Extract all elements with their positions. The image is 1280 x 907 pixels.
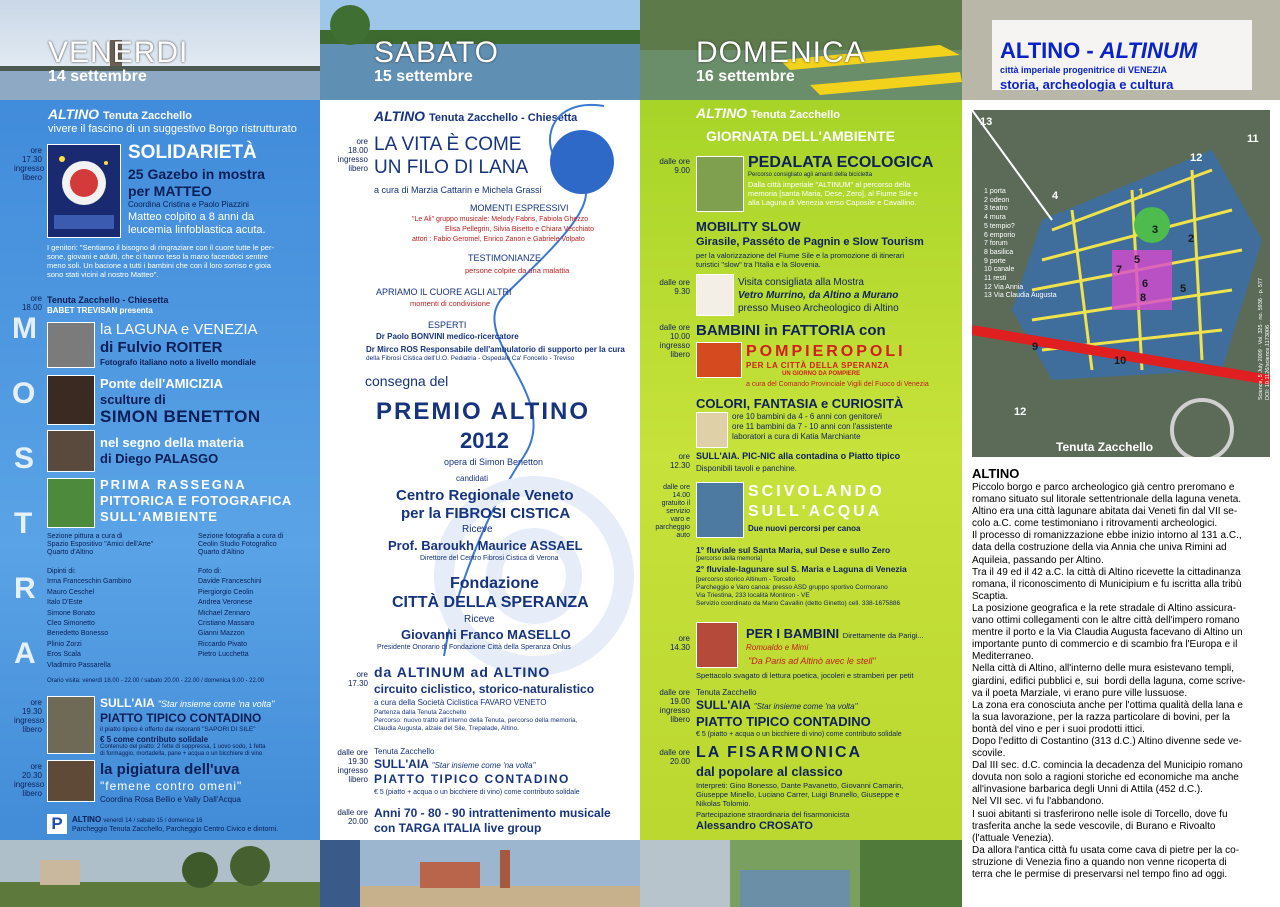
sculture-di: sculture di xyxy=(100,392,166,407)
map-num: 9 xyxy=(1032,341,1039,353)
wool-thread-graphic xyxy=(424,96,634,756)
column-domenica xyxy=(640,0,962,907)
piatto-tipico: PIATTO TIPICO CONTADINO xyxy=(100,711,262,725)
bonvini: Dr Paolo BONVINI medico-ricercatore xyxy=(376,332,519,341)
altino-sub-2: storia, archeologia e cultura xyxy=(1000,77,1174,92)
solidarieta-title: SOLIDARIETÀ xyxy=(128,142,257,163)
crv-2: per la FIBROSI CISTICA xyxy=(401,505,571,522)
momenti-title: MOMENTI ESPRESSIVI xyxy=(470,203,569,213)
altino-heading: ALTINO xyxy=(972,466,1020,481)
romualdo: Romualdo e Mimi xyxy=(746,643,809,652)
time-1930: dalle ore 19.30 ingresso libero xyxy=(337,748,368,784)
crosato: Alessandro CROSATO xyxy=(696,820,813,832)
rassegna-photo xyxy=(47,478,95,528)
apriamo-title: APRIAMO IL CUORE AGLI ALTRI xyxy=(376,287,512,297)
pigiatura-coord: Coordina Rosa Bellio e Vally Dall'Acqua xyxy=(100,795,242,804)
aia-venue: Tenuta Zacchello xyxy=(374,747,435,756)
riceve-2: Riceve xyxy=(464,614,495,625)
venue-title: ALTINO Tenuta Zacchello xyxy=(696,105,841,121)
day-header xyxy=(48,38,188,86)
parking-desc: Parcheggio Tenuta Zacchello, Parcheggio Centro Civico e dintorni. xyxy=(72,826,279,833)
parking-title: ALTINO venerdì 14 / sabato 15 / domenica 16 xyxy=(72,815,203,824)
map-num: 12 xyxy=(1014,406,1027,418)
time-1400: dalle ore 14.00 gratuito il servizio varo e parcheggio auto xyxy=(655,484,690,539)
palasgo-photo xyxy=(47,430,95,472)
pigiatura-photo xyxy=(47,760,95,802)
segno-title: nel segno della materia xyxy=(100,435,244,450)
testimonianze-title: TESTIMONIANZE xyxy=(468,253,542,263)
vetro-murrino-photo xyxy=(696,274,734,316)
canoa-sub: Due nuovi percorsi per canoa xyxy=(748,524,861,533)
fisarmonica-title: LA FISARMONICA xyxy=(696,744,863,761)
map-credit: Science, 5 July 2009 · Vol. 325 · no. 5936 · p. 577 DOI: 10.1126/science.1173006 sciencemag.org/cgi/content/full/325/5936/577 xyxy=(1258,278,1278,400)
visita-2: Vetro Murrino, da Altino a Murano xyxy=(738,290,899,301)
mobility-title: MOBILITY SLOW xyxy=(696,219,801,234)
day-name: DOMENICA xyxy=(696,36,866,69)
footer-photo-church xyxy=(320,840,640,907)
candidati: candidati xyxy=(456,474,489,483)
pompieropoli-day: UN GIORNO DA POMPIERE xyxy=(782,371,861,377)
time-1930: ore 19.30 ingresso libero xyxy=(14,698,45,734)
altino-title: ALTINO - ALTINUM xyxy=(1000,38,1198,63)
altinum-percorso: Partenza dalla Tenuta Zacchello Percorso: nuovo tratto all'interno della Tenuta, percorso della memoria, Claudia Augusta, alzaie del Sile, Trepalade, Altino. xyxy=(374,709,578,732)
assael-role: Direttore del Centro Fibrosi Cistica di Verona xyxy=(420,555,559,562)
day-name: SABATO xyxy=(374,36,499,69)
premio-anno: 2012 xyxy=(460,428,509,453)
map-num: 1 xyxy=(1138,187,1145,199)
sull-acqua: SULL'ACQUA xyxy=(748,503,883,520)
pedalata-sub: Percorso consigliato agli amanti della bicicletta xyxy=(748,172,873,178)
per-bambini: PER I BAMBINI Direttamente da Parigi... xyxy=(746,626,924,641)
time-2000: dalle ore 20.00 xyxy=(337,808,368,826)
day-date: 14 settembre xyxy=(48,68,147,85)
column-altino xyxy=(962,0,1280,907)
vita-cura: a cura di Marzia Cattarin e Michela Grassi xyxy=(374,185,542,195)
map-num: 2 xyxy=(1188,233,1195,245)
opera-di: opera di Simon Benetton xyxy=(444,457,544,467)
aia-prezzo: € 5 come contributo solidale xyxy=(100,735,209,744)
mostra-letter: R xyxy=(14,572,36,605)
spettacolo: Spettacolo svagato di lettura poetica, jocoleri e stramberi per petit xyxy=(696,671,914,680)
ros: Dr Mirco ROS Responsabile dell'ambulatorio di supporto per la cura xyxy=(366,345,625,354)
aia-venue: Tenuta Zacchello xyxy=(696,688,757,697)
colori-desc: ore 10 bambini da 4 - 6 anni con genitore/i ore 11 bambini da 7 - 10 anni con l'assistente laboratori a cura di Katia Marchiante xyxy=(732,412,893,441)
time-1730: ore 17.30 xyxy=(347,670,368,688)
roiter-photo xyxy=(47,322,95,368)
sezione-foto: Sezione fotografia a cura di Ceolin Studio Fotografico Quarto d'Altino xyxy=(198,533,284,556)
gazebo-line: 25 Gazebo in mostra xyxy=(128,166,265,182)
pedalata-desc: Dalla città imperiale "ALTINUM" al percorso della memoria [santa Maria, Dese, Zero], al Fiume Sile e alla Laguna di Venezia verso Caposile e Cavallino. xyxy=(748,180,918,207)
masello-role: Presidente Onorario di Fondazione Città della Speranza Onlus xyxy=(377,644,571,651)
time-1800: ore 18.00 ingresso libero xyxy=(337,137,368,173)
scivolando: SCIVOLANDO xyxy=(748,483,885,500)
pigiatura-title: la pigiatura dell'uva xyxy=(100,761,240,778)
aia-title: SULL'AIA "Star insieme come 'na volta" xyxy=(374,757,536,771)
parking-icon: P xyxy=(47,814,67,834)
crv-1: Centro Regionale Veneto xyxy=(396,487,574,504)
day-date: 16 settembre xyxy=(696,68,795,85)
benetton-name: SIMON BENETTON xyxy=(100,407,261,426)
pompieropoli-title: POMPIEROPOLI xyxy=(746,343,906,360)
roiter-desc: Fotografo italiano noto a livello mondiale xyxy=(100,358,257,367)
colori-photo xyxy=(696,412,728,448)
ros-2: della Fibrosi Cistica dell'U.O. Pediatria - Ospedale Ca' Foncello - Treviso xyxy=(366,355,575,362)
le-ali-1: "Le Ali" gruppo musicale: Melody Fabris, Fabiola Ghezzo xyxy=(412,216,589,223)
fluviale-2: 2° fluviale-lagunare sul S. Maria e Laguna di Venezia xyxy=(696,564,907,574)
aia-offerto: il piatto tipico è offerto dai ristoranti "SAPORI DI SILE" xyxy=(100,726,256,733)
aia-prezzo: € 5 (piatto + acqua o un bicchiere di vino) come contributo solidale xyxy=(696,731,902,738)
le-ali-2: Elisa Pellegrin, Silvia Bisetto e Chiara Vecchiato xyxy=(445,226,595,233)
time-930: dalle ore 9.30 xyxy=(659,278,690,296)
map-legend: 1 porta 2 odeon 3 teatro 4 mura 5 tempio? 6 emporio 7 forum 8 basilica 9 porte 10 canale 11 resti 12 Via Annia 13 Via Claudia Augusta xyxy=(984,188,1057,300)
benetton-photo xyxy=(47,375,95,425)
sezione-pittura: Sezione pittura a cura di Spazio Espositivo "Amici dell'Arte" Quarto d'Altino xyxy=(47,533,154,556)
fisarmonica-interpreti: Interpreti: Gino Bonesso, Dante Pavanetto, Giovanni Camarin, Giuseppe Minello, Luciano Carrer, Luigi Brunello, Giuseppe e Nikolas Tolomio. xyxy=(696,781,904,808)
fluviale-1-note: [percorso della memoria] xyxy=(696,556,763,562)
pittorica: PITTORICA E FOTOGRAFICA xyxy=(100,493,292,508)
per-matteo: per MATTEO xyxy=(128,183,212,199)
aia-contenuto: Contenuto del piatto: 2 fette di soppressa, 1 uovo sodo, 1 fetta di formaggio, mortadella, pane + acqua o un bicchiere di vino xyxy=(100,744,266,757)
time-1000: dalle ore 10.00 ingresso libero xyxy=(659,323,690,359)
time-1800: ore 18.00 xyxy=(21,294,42,312)
map-num: 7 xyxy=(1116,264,1123,276)
venue-title: ALTINO Tenuta Zacchello - Chiesetta xyxy=(374,108,578,124)
bambini-photo xyxy=(696,622,738,668)
assael: Prof. Baroukh Maurice ASSAEL xyxy=(388,538,583,553)
mostra-letter: A xyxy=(14,637,36,670)
map-num: 6 xyxy=(1142,278,1149,290)
pedalata-title: PEDALATA ECOLOGICA xyxy=(748,154,934,171)
babet-line: BABET TREVISAN presenta xyxy=(47,306,153,315)
pompieropoli-sub: PER LA CITTÀ DELLA SPERANZA xyxy=(746,361,890,370)
roiter-name: di Fulvio ROITER xyxy=(100,339,223,356)
mostra-letter: O xyxy=(12,377,36,410)
aia-prezzo: € 5 (piatto + acqua o un bicchiere di vino) come contributo solidale xyxy=(374,789,580,796)
time-1230: ore 12.30 xyxy=(669,452,690,470)
fluviale-1: 1° fluviale sul Santa Maria, sul Dese e sullo Zero xyxy=(696,545,891,555)
altinum-title: da ALTINUM ad ALTINO xyxy=(374,664,551,680)
map-num: 5 xyxy=(1134,254,1141,266)
mobility-sub: Girasile, Passéto de Pagnin e Slow Tourism xyxy=(696,236,924,248)
fisarmonica-partecipazione: Partecipazione straordinaria del fisarmonicista xyxy=(696,810,850,819)
visita-3: presso Museo Archeologico di Altino xyxy=(738,303,899,314)
map-num: 5 xyxy=(1180,283,1187,295)
venue-title: ALTINO Tenuta Zacchello xyxy=(48,106,193,122)
pompieropoli-cura: a cura del Comando Provinciale Vigili del Fuoco di Venezia xyxy=(746,381,929,388)
piatto-tipico: PIATTO TIPICO CONTADINO xyxy=(696,714,871,729)
laguna-title: la LAGUNA e VENEZIA xyxy=(100,321,258,338)
fisarmonica-sub: dal popolare al classico xyxy=(696,764,843,779)
solidarity-drawing xyxy=(47,144,121,238)
aia-photo xyxy=(47,696,95,754)
fondazione-2: CITTÀ DELLA SPERANZA xyxy=(392,594,589,611)
colori-title: COLORI, FANTASIA e CURIOSITÀ xyxy=(696,396,904,411)
map-num: 11 xyxy=(1247,133,1259,145)
day-header xyxy=(696,38,866,86)
coord-line: Coordina Cristina e Paolo Piazzini xyxy=(128,200,249,209)
ponte-title: Ponte dell'AMICIZIA xyxy=(100,376,223,391)
premio-altino: PREMIO ALTINO xyxy=(376,398,590,425)
aia-title: SULL'AIA "Star insieme come 'na volta" xyxy=(696,698,858,712)
dipinti-list: Dipinti di: Irma Franceschin Gambino Mauro Ceschel Italo D'Este Simone Bonato Cleo Simonetto Benedetto Bonesso Plinio Zorzi Eros Scala Vladimiro Passarella xyxy=(47,568,132,669)
consegna: consegna del xyxy=(365,373,449,389)
time-1900: dalle ore 19.00 ingresso libero xyxy=(659,688,690,724)
venue-intro: vivere il fascino di un suggestivo Borgo ristrutturato xyxy=(48,123,297,135)
sull-ambiente: SULL'AMBIENTE xyxy=(100,509,218,524)
map-num: 4 xyxy=(1052,190,1059,202)
paris-line: "Da Paris ad Altinò avec le stell" xyxy=(748,656,876,666)
piatto-tipico: PIATTO TIPICO CONTADINO xyxy=(374,772,570,786)
map-label: Tenuta Zacchello xyxy=(1056,440,1154,454)
picnic-title: SULL'AIA. PIC-NIC alla contadina o Piatto tipico xyxy=(696,451,901,461)
pompieropoli-logo xyxy=(696,342,742,378)
visita-1: Visita consigliata alla Mostra xyxy=(738,277,864,288)
mobility-desc: per la valorizzazione del Fiume Sile e la promozione di itinerari turistici "slow" tra l'Italia e la Slovenia. xyxy=(696,251,905,269)
targa-line: con TARGA ITALIA live group xyxy=(374,821,542,835)
orario-visita: Orario visita: venerdì 18.00 - 22.00 / sabato 20.00 - 22.00 / domenica 9.00 - 22.00 xyxy=(47,678,265,684)
map-num: 12 xyxy=(1190,152,1203,164)
picnic-sub: Disponibili tavoli e panchine. xyxy=(696,464,797,473)
anni-line: Anni 70 - 80 - 90 intrattenimento musicale xyxy=(374,806,611,820)
matteo-text: Matteo colpito a 8 anni da leucemia linfoblastica acuta. xyxy=(128,211,266,236)
map-num: 10 xyxy=(1114,355,1127,367)
vita-title-1: LA VITA È COME xyxy=(374,134,522,155)
prima-rassegna: PRIMA RASSEGNA xyxy=(100,477,247,492)
aia-title: SULL'AIA "Star insieme come 'na volta" xyxy=(100,696,275,710)
time-2000: dalle ore 20.00 xyxy=(659,748,690,766)
giornata-ambiente: GIORNATA DELL'AMBIENTE xyxy=(706,128,895,144)
column-sabato xyxy=(320,0,640,907)
testimonianze-sub: persone colpite da una malattia xyxy=(465,266,570,275)
column-venerdi xyxy=(0,0,320,907)
fluviale-2-desc: [percorso storico Altinum - Torcello Parcheggio e Varo canoa: presso ASD gruppo sportivo Cormorano Via Triestina, 233 località Montiron - VE Servizio coordinato da Mario Cavallin (detto Ginetto) cell. 338-1675886 xyxy=(696,576,901,607)
palasgo-name: di Diego PALASGO xyxy=(100,451,219,466)
genitori-text: I genitori: "Sentiamo il bisogno di ringraziare con il cuore tutte le per- sone, giovani e adulti, che ci hanno teso la mano facendoci sentire meno soli. Un bacione a tutti i bambini che con il loro sorriso e gioia sono stati vicini al nostro Matteo". xyxy=(47,243,274,279)
map-num: 3 xyxy=(1152,224,1159,236)
day-header xyxy=(374,38,499,86)
time-1730: ore 17.30 ingresso libero xyxy=(14,146,45,182)
pedalata-photo xyxy=(696,156,744,212)
apriamo-sub: momenti di condivisione xyxy=(410,299,491,308)
pigiatura-sub: "femene contro omeni" xyxy=(100,779,243,793)
footer-photo-villa xyxy=(0,840,320,907)
time-900: dalle ore 9.00 xyxy=(659,157,690,175)
altinum-cura: a cura della Società Ciclistica FAVARO VENETO xyxy=(374,698,547,707)
masello: Giovanni Franco MASELLO xyxy=(401,627,571,642)
canoa-photo xyxy=(696,482,744,538)
riceve-1: Riceve xyxy=(462,524,493,535)
bambini-fattoria: BAMBINI in FATTORIA con xyxy=(696,322,886,339)
time-1430: ore 14.30 xyxy=(669,634,690,652)
attori: attori : Fabio Geromel, Enrico Zanon e Gabriele Volpato xyxy=(412,236,585,243)
footer-photo-river xyxy=(640,840,962,907)
mostra-letter: M xyxy=(12,312,37,345)
fondazione-1: Fondazione xyxy=(450,575,539,592)
altino-history-text: Piccolo borgo e parco archeologico già centro preromano e romano situato sul litorale settentrionale della laguna veneta. Altino era una città lagunare abitata dai Veneti fin dal VII se- colo a.C. come testimoniano i ritrovamenti archeologici. Il processo di romanizzazione ebbe inizio intorno al 131 a.C., data della costruzione della via Annia che univa Rimini ad Aquileia, passando per Altino. Tra il 49 ed il 42 a.C. la città di Altino ricevette la cittadinanza romana, il riconoscimento di Municipium e fu iscritta alla tribù Scaptia. La posizione geografica e la rete stradale di Altino assicura- vano ottimi collegamenti con le altre città dell'impero romano mentre il porto e la Via Claudia Augusta facevano di Altino un importante punto di commercio e di scambio fra l'Europa e il Mediterraneo. Nella città di Altino, all'interno delle mura esistevano templi, giardini, edifici pubblici e, sui bordi della laguna, come scrive- va il poeta Marziale, vi erano pure ville lussuose. La zona era conosciuta anche per l'ottima qualità della lana e la sua lavorazione, per la razza particolare di bovini, per la bontà del vino e per i suoi prodotti ittici. Dopo l'editto di Costantino (313 d.C.) Altino divenne sede ve- scovile. Dal III sec. d.C. comincia la decadenza del Municipio romano dovuta non solo a ragioni storiche ed economiche ma anche all'invasione barbarica degli Unni di Attila (452 d.C.). Nel VII sec. vi fu l'abbandono. I suoi abitanti si trasferirono nelle isole di Torcello, dove fu trasferita anche la sede vescovile, di Burano e Rivoalto (l'attuale Venezia). Da allora l'antica città fu usata come cava di pietre per la co- struzione di Venezia fino a quando non venne ricoperta di terra che le permise di preservarsi nel tempo fino ad oggi. xyxy=(972,482,1246,880)
time-2030: ore 20.30 ingresso libero xyxy=(14,762,45,798)
day-name: VENERDI xyxy=(48,36,189,69)
chiesetta-line: Tenuta Zacchello - Chiesetta xyxy=(47,295,169,305)
vita-title-2: UN FILO DI LANA xyxy=(374,157,529,178)
map-num: 13 xyxy=(980,116,993,128)
mostra-letter: T xyxy=(14,507,33,540)
altino-sub-1: città imperiale progenitrice di VENEZIA xyxy=(1000,65,1168,75)
esperti-title: ESPERTI xyxy=(428,320,467,330)
altinum-sub: circuito ciclistico, storico-naturalistico xyxy=(374,682,595,696)
day-date: 15 settembre xyxy=(374,68,473,85)
mostra-letter: S xyxy=(14,442,35,475)
foto-list: Foto di: Davide Franceschini Piergiorgio Ceolin Andrea Veronese Michael Zennaro Cristiano Massaro Gianni Mazzon Riccardo Pivato Pietro Lucchetta xyxy=(198,568,262,659)
map-num: 8 xyxy=(1140,292,1147,304)
